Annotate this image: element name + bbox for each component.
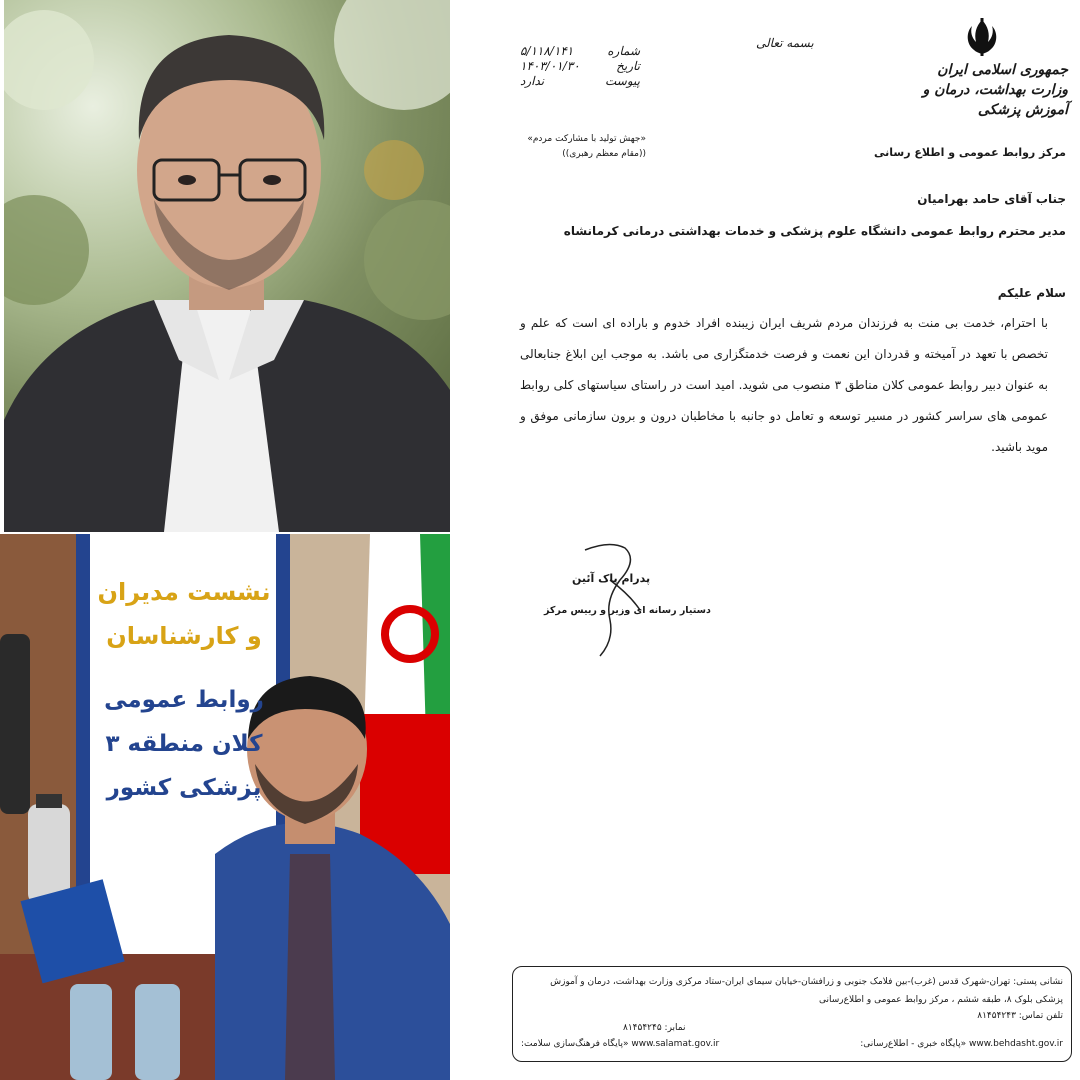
ministry-title (908, 60, 1068, 120)
footer-website-news[interactable]: www.behdasht.gov.ir «پایگاه خبری - اطلاع‌رسانی: (860, 1039, 1063, 1049)
signatory-name: پدرام پاک آئین (572, 572, 651, 585)
footer-phone: تلفن تماس: ۸۱۴۵۴۲۴۳ (977, 1011, 1063, 1021)
banner-line-5: پزشکی کشور (106, 775, 262, 801)
footer-fax: نمابر: ۸۱۴۵۴۲۴۵ (623, 1023, 686, 1033)
recipient-name: جناب آقای حامد بهرامیان (917, 192, 1066, 206)
portrait-photo-top (4, 0, 450, 532)
ministry-line-1: جمهوری اسلامی ایران (937, 62, 1068, 78)
meta-attachment-row (520, 74, 640, 89)
slogan (496, 132, 646, 162)
meta-number-value: ۵/۱۱۸/۱۴۱ (520, 44, 574, 58)
banner-text (96, 570, 272, 810)
meta-number-label: شماره (607, 44, 640, 58)
letter-footer (512, 966, 1072, 1062)
meta-date-row (520, 59, 640, 74)
portrait-illustration (4, 0, 450, 532)
bismillah: بسمه تعالی (756, 36, 814, 50)
ministry-line-2: وزارت بهداشت، درمان و آموزش پزشکی (922, 82, 1068, 118)
handwritten-signature (580, 540, 650, 660)
center-name: مرکز روابط عمومی و اطلاع رسانی (874, 146, 1066, 159)
footer-address: نشانی پستی: تهران-شهرک قدس (غرب)-بین فلامک جنوبی و زرافشان-خیابان سیمای ایران-ستاد مرکزی وزارت بهداشت، درمان و آموزش پزشکی بلوک ۸، طبقه ششم ، مرکز روابط عمومی و اطلاع‌رسانی (550, 977, 1063, 1005)
meta-date-value: ۱۴۰۳/۰۱/۳۰ (520, 59, 580, 73)
signatory-title: دستیار رسانه ای وزیر و رییس مرکز (544, 605, 711, 616)
meta-date-label: تاریخ (616, 59, 640, 73)
banner-line-4: کلان منطقه ۳ (105, 731, 263, 757)
banner-line-1: نشست مدیران (97, 578, 271, 606)
iran-emblem-icon (962, 16, 1002, 58)
banner-line-2: و کارشناسان (106, 622, 262, 650)
greeting: سلام علیکم (997, 286, 1066, 300)
official-letter (476, 0, 1080, 1080)
event-photo-bottom (0, 534, 450, 1080)
meta-number-row (520, 44, 640, 59)
letter-meta (520, 44, 640, 89)
meta-attachment-label: پیوست (605, 74, 640, 88)
slogan-line-1: «جهش تولید با مشارکت مردم» (527, 134, 646, 144)
banner-line-3: روابط عمومی (104, 687, 264, 713)
meta-attachment-value: ندارد (520, 74, 545, 88)
slogan-line-2: ((مقام معظم رهبری)) (562, 149, 646, 159)
recipient-title: مدیر محترم روابط عمومی دانشگاه علوم پزشکی و خدمات بهداشتی درمانی کرمانشاه (563, 224, 1066, 238)
letter-body: با احترام، خدمت بی منت به فرزندان مردم شریف ایران زیبنده افراد خدوم و باراده ای است که علم و تخصص با تعهد در آمیخته و قدردان این نعمت و فرصت خدمتگزاری می باشد. به موجب این ابلاغ جنابعالی به عنوان دبیر روابط عمومی کلان مناطق ۳ منصوب می شوید. امید است در راستای سیاستهای کلی روابط عمومی های سراسر کشور در مسیر توسعه و تعامل دو جانبه با مخاطبان درون و برون سازمانی موفق و موید باشید. (520, 316, 1049, 454)
footer-website-health[interactable]: www.salamat.gov.ir «پایگاه فرهنگ‌سازی سلامت: (521, 1039, 720, 1049)
